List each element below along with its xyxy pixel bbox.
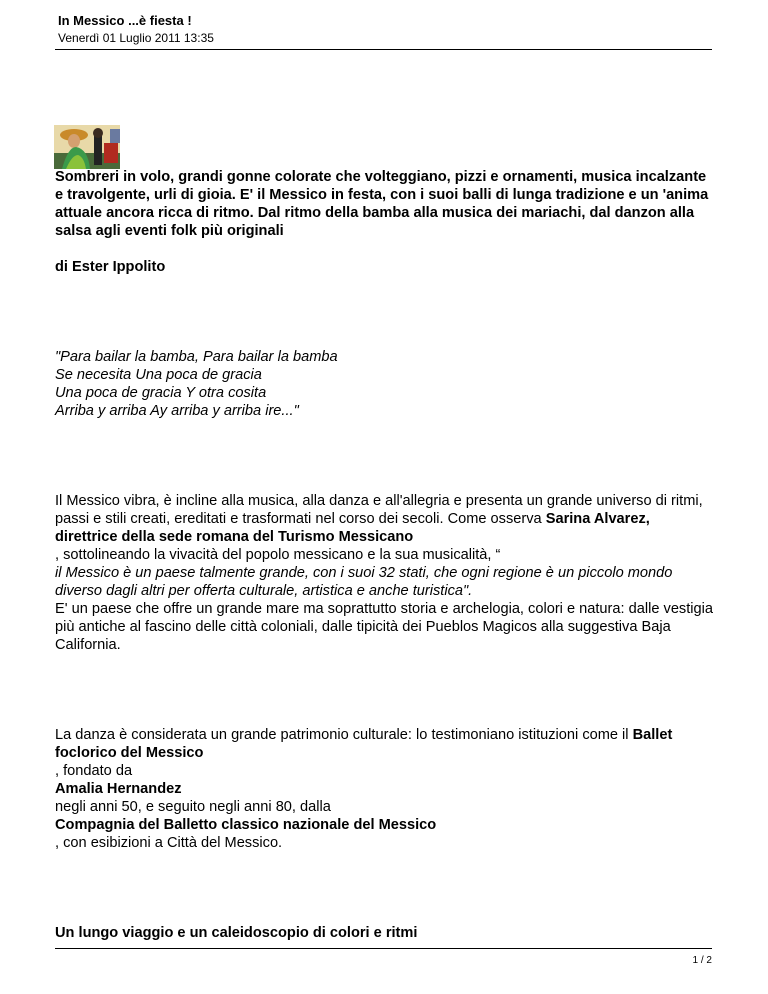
article-thumbnail (54, 125, 120, 169)
poem-line: Se necesita Una poca de gracia (55, 367, 262, 383)
article-author: di Ester Ippolito (55, 259, 166, 275)
paragraph-text: La danza è considerata un grande patrimonio culturale: lo testimoniano istituzioni come il (55, 727, 633, 743)
paragraph-messico (55, 492, 715, 546)
paragraph-text: , con esibizioni a Città del Messico. (55, 835, 283, 851)
header-divider (55, 49, 712, 50)
highlight-company: Compagnia del Balletto classico nazionale del Messico (55, 817, 437, 833)
article-body (55, 168, 715, 942)
highlight-founder: Amalia Hernandez (55, 781, 182, 797)
page-number: 1 / 2 (692, 955, 712, 966)
section-subheading: Un lungo viaggio e un caleidoscopio di colori e ritmi (55, 925, 418, 941)
dancers-image-icon (54, 125, 120, 169)
document-date: Venerdì 01 Luglio 2011 13:35 (58, 31, 214, 45)
poem-line: Una poca de gracia Y otra cosita (55, 385, 267, 401)
highlight-ballet: Ballet foclorico del Messico (55, 727, 673, 761)
paragraph-text: , fondato da (55, 763, 133, 779)
paragraph-text: Il Messico vibra, è incline alla musica, alla danza e all'allegria e presenta un grande universo di ritmi, passi e stili creati, ereditati e trasformati nel corso dei secoli. Come osserva (55, 493, 703, 527)
poem-line: Arriba y arriba Ay arriba y arriba ire..." (55, 403, 299, 419)
quote-text: il Messico è un paese talmente grande, con i suoi 32 stati, che ogni regione è un piccolo mondo diverso dagli altri per offerta culturale, artistica e anche turistica". (55, 565, 673, 599)
document-title: In Messico ...è fiesta ! (58, 13, 192, 28)
paragraph-text: negli anni 50, e seguito negli anni 80, dalla (55, 799, 331, 815)
paragraph-text: E' un paese che offre un grande mare ma soprattutto storia e archelogia, colori e natura: dalle vestigia più antiche al fascino delle città coloniali, dalle tipicità dei Pueblos Magicos alla suggestiva Baja California. (55, 601, 714, 653)
highlight-name: Sarina Alvarez, direttrice della sede romana del Turismo Messicano (55, 511, 650, 545)
article-intro: Sombreri in volo, grandi gonne colorate che volteggiano, pizzi e ornamenti, musica incalzante e travolgente, urli di gioia. E' il Messico in festa, con i suoi balli di lunga tradizione e un 'anima attuale ancora ricca di ritmo. Dal ritmo della bamba alla musica dei mariachi, dal danzon alla salsa agli eventi folk più originali (55, 169, 709, 239)
paragraph-danza (55, 726, 715, 762)
poem-line: "Para bailar la bamba, Para bailar la bamba (55, 349, 338, 365)
footer-divider (55, 948, 712, 949)
paragraph-text: , sottolineando la vivacità del popolo messicano e la sua musicalità, “ (55, 547, 501, 563)
